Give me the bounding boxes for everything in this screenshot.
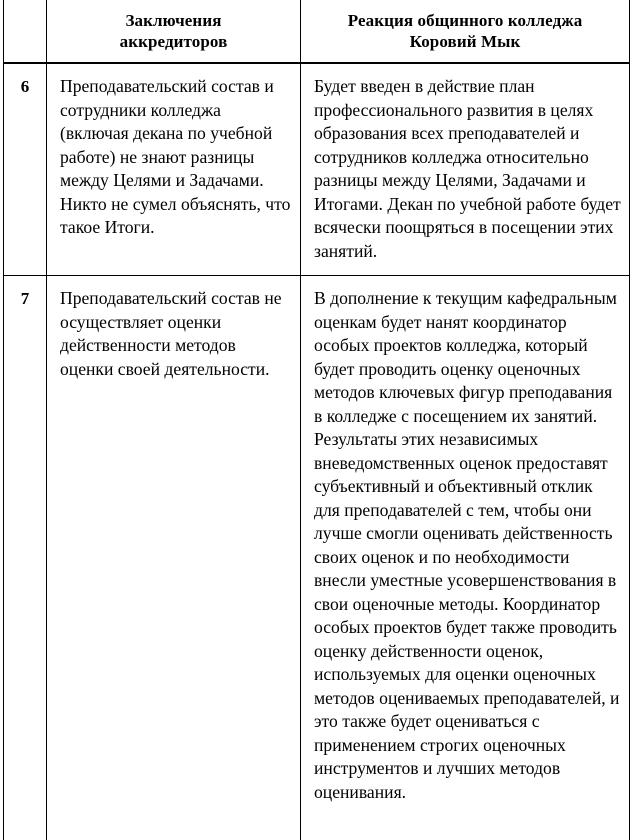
header-findings-line-2: аккредиторов <box>119 32 228 51</box>
response-text: Будет введен в действие план профессионального развития в целях образования всех преподавателей и сотрудников колледжа относительно разницы между Целями, Задачами и Итогами. Декан по учебной работе будет всячески поощряться в посещении этих занятий. <box>314 76 621 261</box>
header-findings-line-1: Заключения <box>125 11 222 30</box>
header-cell-response <box>301 0 630 63</box>
table-body <box>4 63 630 840</box>
row-number: 7 <box>20 289 30 308</box>
table-row <box>4 63 630 276</box>
row-number-cell <box>4 276 47 840</box>
accreditation-findings-table <box>3 0 630 840</box>
finding-cell <box>47 276 301 840</box>
table-row <box>4 276 630 840</box>
table-header <box>4 0 630 63</box>
row-number-cell <box>4 63 47 276</box>
response-cell <box>301 276 630 840</box>
header-response-line-2: Коровий Мык <box>409 32 521 51</box>
header-response-line-1: Реакция общинного колледжа <box>347 11 583 30</box>
response-text: В дополнение к текущим кафедральным оценкам будет нанят координатор особых проектов колледжа, который будет проводить оценку оценочных методов ключевых фигур преподавания в колледже с посещением их занятий. Результаты этих независимых вневедомственных оценок предоставят субъективный и объективный отклик для преподавателей с тем, чтобы они лучше смогли оценивать действенность своих оценок и по необходимости внесли уместные усовершенствования в свои оценочные методы. Координатор особых проектов будет также проводить оценку действенности оценок, используемых для оценки оценочных методов оцениваемых преподавателей, и это также будет оцениваться с применением строгих оценочных инструментов и лучших методов оценивания. <box>314 288 620 802</box>
finding-text: Преподавательский состав и сотрудники колледжа (включая декана по учебной работе) не знают разницы между Целями и Задачами. Никто не сумел объяснять, что такое Итоги. <box>60 76 291 237</box>
response-cell <box>301 63 630 276</box>
row-number: 6 <box>20 77 30 96</box>
header-cell-findings <box>47 0 301 63</box>
finding-cell <box>47 63 301 276</box>
finding-text: Преподавательский состав не осуществляет оценки действенности методов оценки своей деятельности. <box>60 288 282 379</box>
header-cell-number <box>4 0 47 63</box>
table-header-row <box>4 0 630 63</box>
